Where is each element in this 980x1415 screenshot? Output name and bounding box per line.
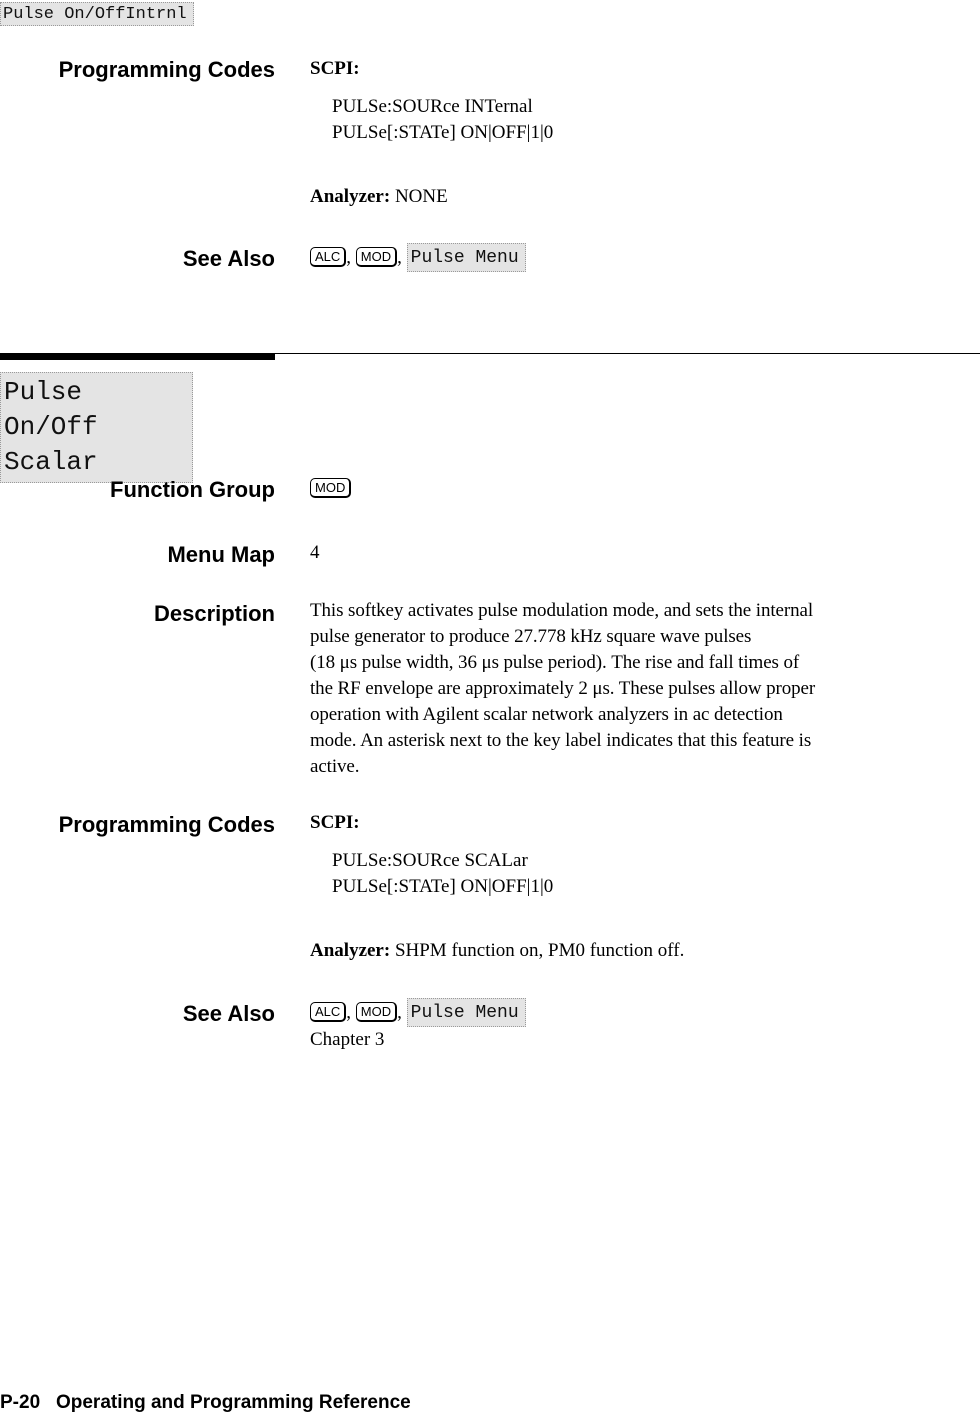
page-number: P-20: [0, 1392, 41, 1413]
pulse-menu-softkey: Pulse Menu: [407, 243, 526, 272]
footer-title: Operating and Programming Reference: [55, 1392, 411, 1413]
programming-codes-label: Programming Codes: [58, 812, 275, 837]
section-divider-thin: [275, 353, 980, 354]
description-line: pulse generator to produce 27.778 kHz square wave pulses: [310, 626, 752, 647]
softkey-pulse-on-off-intrnl: Pulse On/OffIntrnl: [0, 2, 194, 26]
scpi-label: SCPI:: [310, 812, 360, 833]
function-group-value: [310, 476, 351, 502]
analyzer-line: [310, 184, 553, 210]
see-also-label: See Also: [182, 246, 275, 271]
scpi-command: PULSe:SOURce INTernal: [332, 96, 533, 117]
description-line: operation with Agilent scalar network analyzers in ac detection: [310, 704, 783, 725]
menu-map-label: Menu Map: [167, 542, 275, 567]
analyzer-value: SHPM function on, PM0 function off.: [394, 940, 685, 961]
scpi-label: SCPI:: [310, 58, 360, 79]
section-divider-thick: [0, 353, 275, 360]
description-line: the RF envelope are approximately 2 μs. These pulses allow proper: [310, 678, 816, 699]
programming-codes-block: [310, 56, 553, 210]
description-line: (18 μs pulse width, 36 μs pulse period). The rise and fall times of: [310, 652, 800, 673]
mod-key: MOD: [310, 478, 351, 498]
see-also-chapter: Chapter 3: [310, 1029, 385, 1050]
mod-key: MOD: [356, 1002, 397, 1022]
mod-key: MOD: [356, 247, 397, 267]
alc-key: ALC: [310, 1002, 346, 1022]
analyzer-label: Analyzer:: [310, 186, 391, 207]
see-also-label: See Also: [182, 1001, 275, 1026]
alc-key: ALC: [310, 247, 346, 267]
pulse-menu-softkey: Pulse Menu: [407, 998, 526, 1027]
description-line: This softkey activates pulse modulation mode, and sets the internal: [310, 600, 814, 621]
programming-codes-block: [310, 810, 684, 964]
function-group-label: Function Group: [110, 477, 275, 502]
analyzer-line: [310, 938, 684, 964]
scpi-command: PULSe[:STATe] ON|OFF|1|0: [332, 876, 554, 897]
description-text: [310, 598, 970, 780]
analyzer-label: Analyzer:: [310, 940, 391, 961]
see-also-block: ALC , MOD , Pulse Menu: [310, 243, 526, 272]
scpi-command: PULSe[:STATe] ON|OFF|1|0: [332, 122, 554, 143]
analyzer-value: NONE: [394, 186, 448, 207]
softkey-pulse-on-off-scalar: Pulse On/Off Scalar: [0, 372, 193, 483]
programming-codes-label: Programming Codes: [58, 57, 275, 82]
description-line: active.: [310, 756, 360, 777]
menu-map-value: 4: [310, 542, 320, 563]
see-also-block: ALC , MOD , Pulse Menu Chapter 3: [310, 998, 526, 1053]
scpi-command: PULSe:SOURce SCALar: [332, 850, 528, 871]
description-line: mode. An asterisk next to the key label indicates that this feature is: [310, 730, 812, 751]
page-footer: [0, 1392, 411, 1414]
description-label: Description: [153, 601, 275, 626]
